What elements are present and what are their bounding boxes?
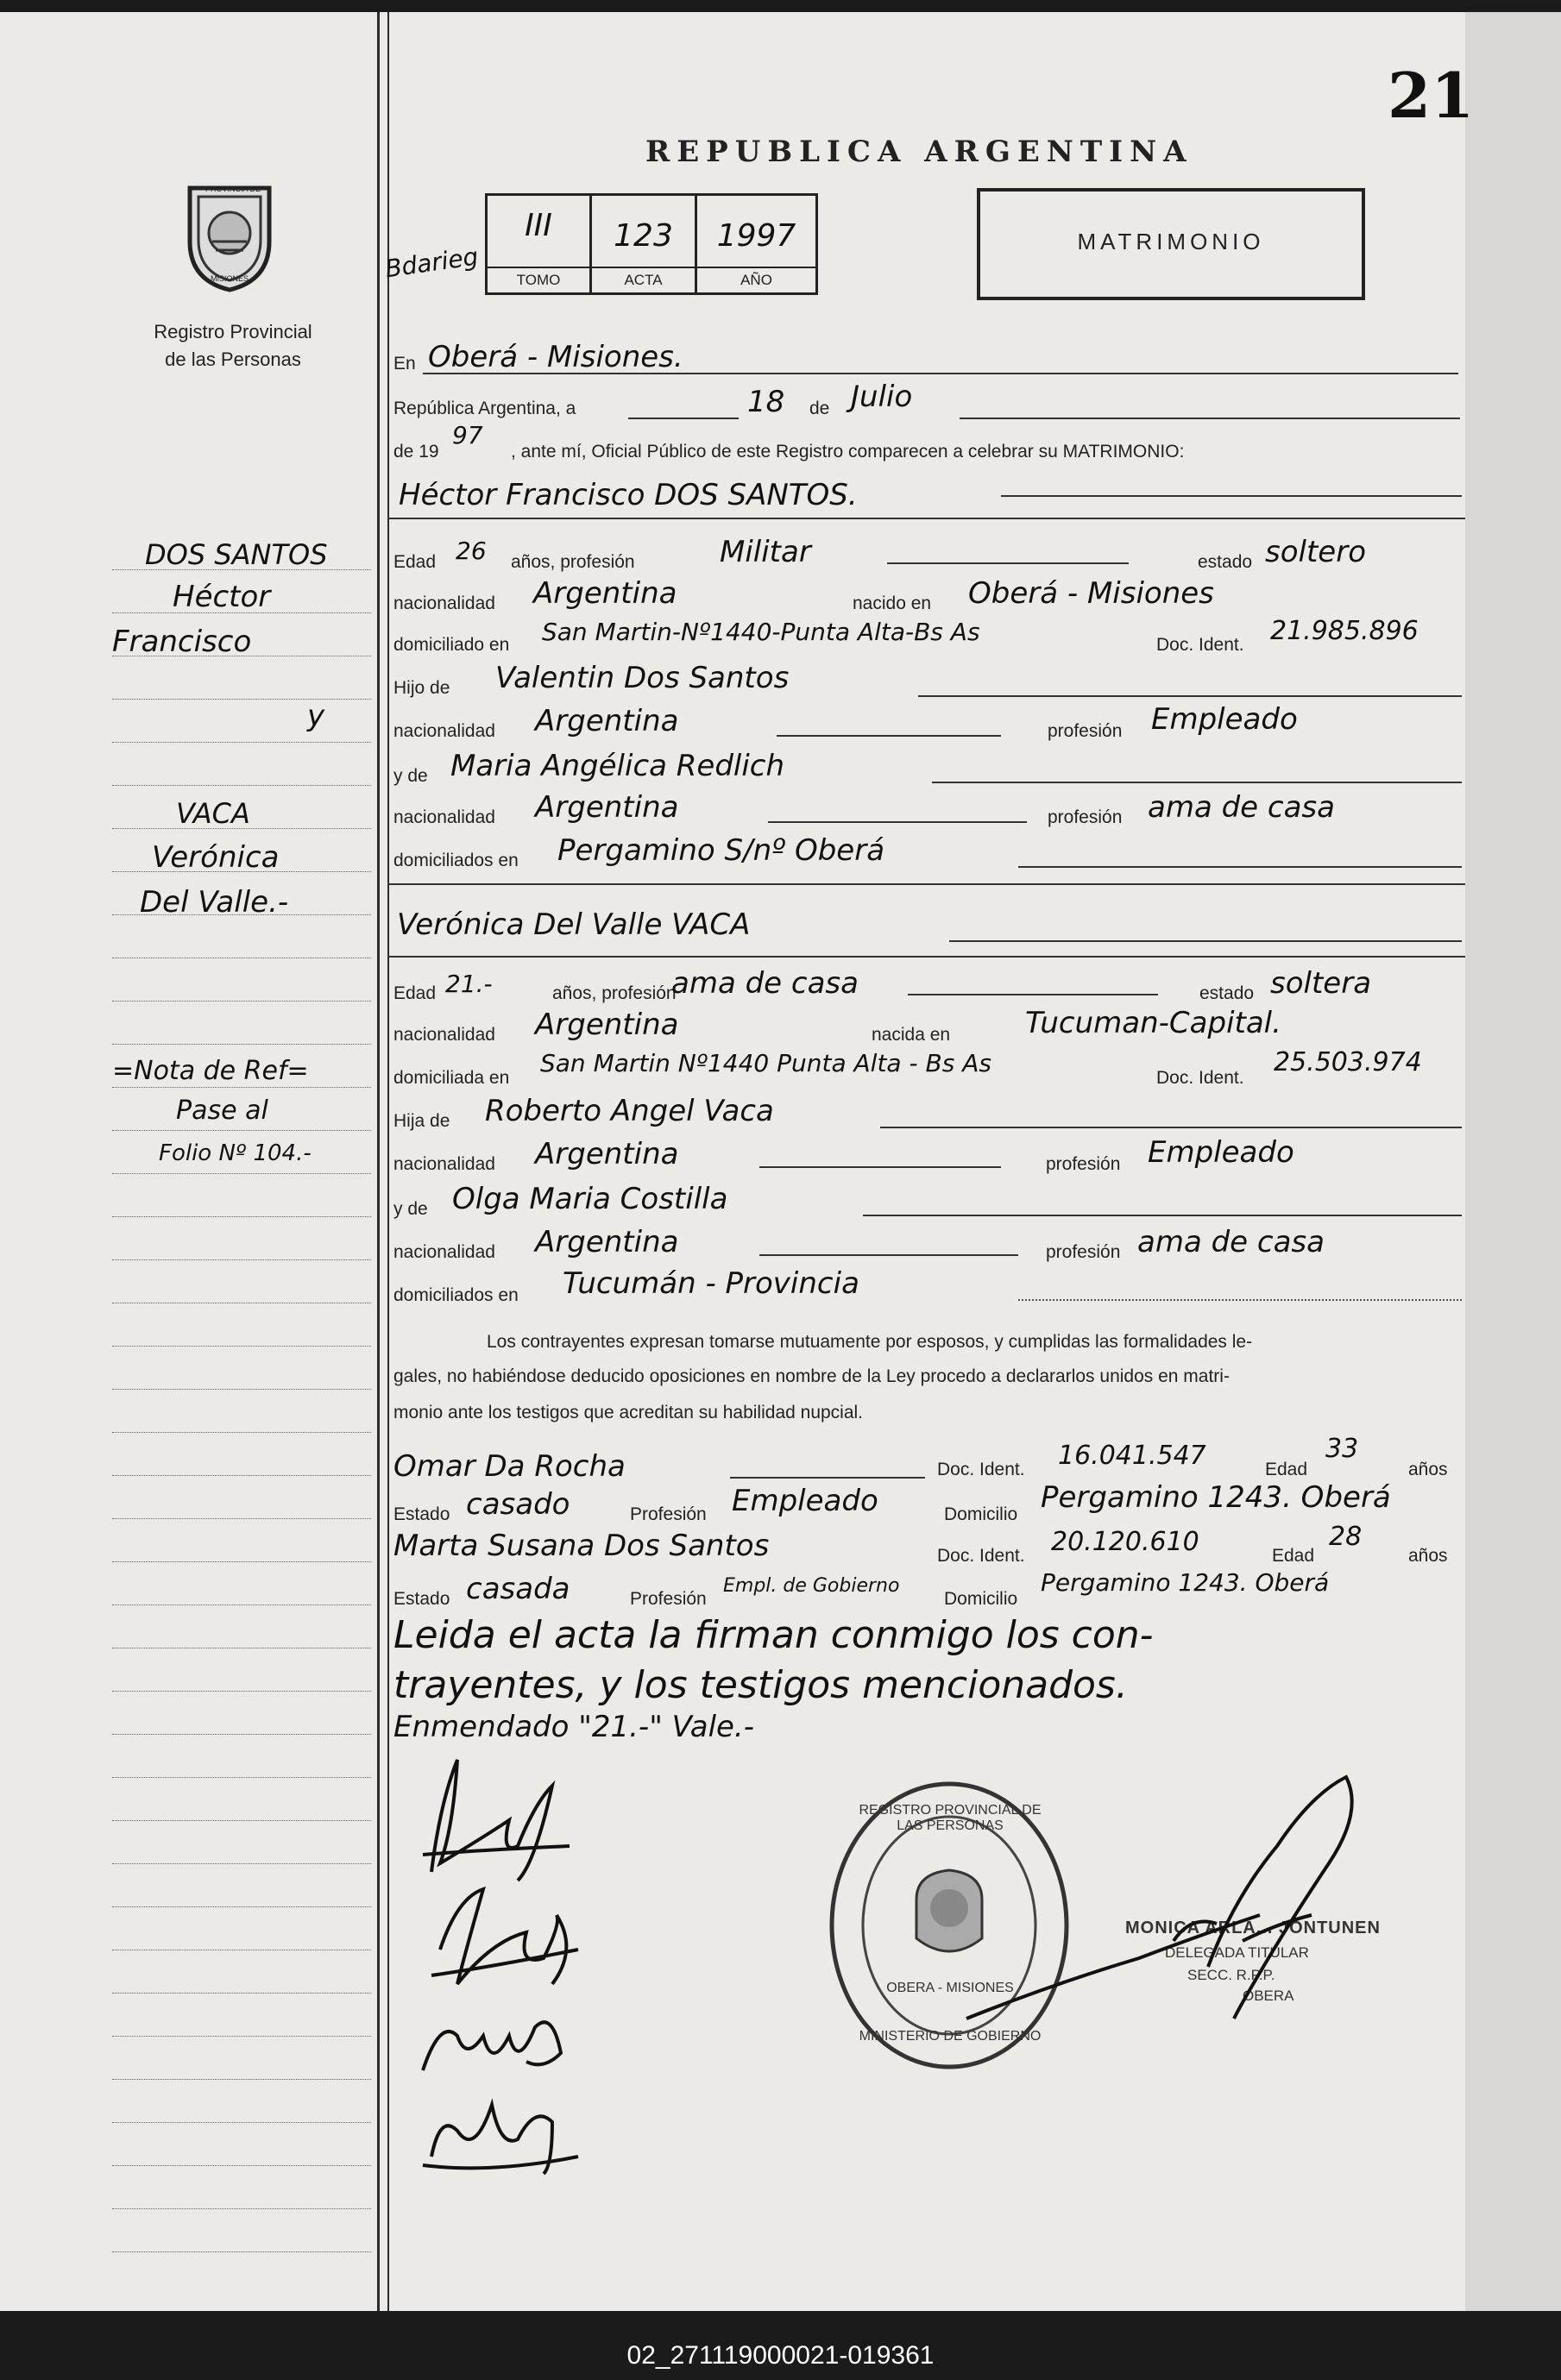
groom-nacido-label: nacido en xyxy=(853,593,932,613)
margin-rule xyxy=(112,2079,371,2080)
margin-ref-line1: =Nota de Ref= xyxy=(112,1056,309,1086)
rule xyxy=(759,1254,1018,1256)
bride-father-profession: Empleado xyxy=(1148,1135,1294,1170)
rule xyxy=(1018,866,1462,868)
witness2-profesion-label: Profesión xyxy=(630,1589,707,1609)
section-rule xyxy=(388,518,1465,519)
groom-age: 26 xyxy=(456,537,487,565)
officer-signature xyxy=(949,1743,1381,2053)
bride-edad-label: Edad xyxy=(393,983,437,1003)
bride-address: San Martin Nº1440 Punta Alta - Bs As xyxy=(540,1049,991,1077)
rule xyxy=(759,1166,1001,1168)
margin-rule xyxy=(112,1432,371,1433)
witness1-address: Pergamino 1243. Oberá xyxy=(1041,1480,1391,1515)
bride-y-de-label: y de xyxy=(393,1199,428,1219)
act-type-label: MATRIMONIO xyxy=(1077,229,1265,254)
ano-label: AÑO xyxy=(740,272,772,288)
rule xyxy=(880,1127,1462,1128)
signature-groom xyxy=(423,1760,570,1881)
de-label: de xyxy=(809,399,830,418)
margin-groom-surname: DOS SANTOS xyxy=(145,538,328,571)
final-note-line3: Enmendado "21.-" Vale.- xyxy=(393,1710,755,1744)
tomo-label: TOMO xyxy=(516,272,561,288)
rule xyxy=(960,418,1460,419)
rule xyxy=(863,1215,1462,1216)
margin-rule xyxy=(112,1993,371,1994)
bride-mother: Olga Maria Costilla xyxy=(452,1182,728,1216)
groom-mother-prof-label: profesión xyxy=(1048,807,1123,827)
groom-father-nationality: Argentina xyxy=(535,704,679,738)
handwritten-mark: Bdarieg xyxy=(383,242,481,284)
margin-ref-line2: Pase al xyxy=(176,1096,268,1126)
groom-doc: 21.985.896 xyxy=(1270,616,1419,646)
year-prefix: de 19 xyxy=(393,442,439,462)
witness2-estado: casada xyxy=(466,1572,570,1606)
registry-seal-top-text: PROVINCIA DE xyxy=(205,185,261,193)
margin-rule xyxy=(112,2251,371,2252)
final-note-line1: Leida el acta la firman conmigo los con- xyxy=(393,1613,1154,1657)
margin-rule xyxy=(112,1820,371,1821)
bride-age: 21.- xyxy=(445,970,493,998)
witness1-profession: Empleado xyxy=(732,1484,878,1518)
margin-rule xyxy=(112,1691,371,1692)
intro-day: 18 xyxy=(747,385,785,419)
acta-value: 123 xyxy=(614,218,673,254)
page-edge xyxy=(1465,12,1561,2311)
margin-groom-first: Héctor xyxy=(173,580,271,614)
margin-divider-inner xyxy=(387,12,389,2311)
margin-rule xyxy=(112,1777,371,1778)
rule xyxy=(768,821,1027,823)
margin-rule xyxy=(112,1001,371,1002)
ano-value: 1997 xyxy=(716,218,796,254)
witness2-doc-label: Doc. Ident. xyxy=(937,1546,1025,1566)
bride-parents-dom-label: domiciliados en xyxy=(393,1285,519,1305)
margin-rule xyxy=(112,1561,371,1562)
bride-father: Roberto Angel Vaca xyxy=(485,1094,774,1128)
bride-profesion-label: años, profesión xyxy=(552,983,677,1003)
officer-stamp-line1: MONICA ARLA... JONTUNEN xyxy=(1125,1918,1381,1937)
closing-line1: Los contrayentes expresan tomarse mutuamente por esposos, y cumplidas las formalidades le- xyxy=(487,1332,1253,1352)
bride-father-prof-label: profesión xyxy=(1046,1154,1121,1174)
declaration-text: , ante mí, Oficial Público de este Registro comparecen a celebrar su MATRIMONIO: xyxy=(511,442,1185,462)
margin-groom-second: Francisco xyxy=(112,625,252,659)
margin-rule xyxy=(112,2122,371,2123)
margin-rule xyxy=(112,1518,371,1519)
margin-rule xyxy=(112,871,371,872)
groom-domicilio-label: domiciliado en xyxy=(393,635,510,655)
officer-stamp-line4: OBERA xyxy=(1243,1988,1294,2004)
signature-bride xyxy=(431,1889,578,1984)
margin-rule xyxy=(112,612,371,613)
rule xyxy=(1018,1299,1462,1301)
margin-and: y xyxy=(307,699,325,733)
margin-rule xyxy=(112,914,371,915)
witness1-profesion-label: Profesión xyxy=(630,1504,707,1524)
bride-profession: ama de casa xyxy=(671,966,859,1001)
official-stamp-inner: OBERA - MISIONES xyxy=(886,1981,1014,1995)
witness1-doc: 16.041.547 xyxy=(1058,1441,1206,1471)
signature-witness1 xyxy=(423,2022,561,2070)
margin-rule xyxy=(112,2165,371,2166)
witness2-domicilio-label: Domicilio xyxy=(944,1589,1018,1609)
rule xyxy=(908,994,1158,995)
official-stamp-text: REGISTRO PROVINCIAL DE LAS PERSONAS xyxy=(859,1803,1042,1833)
reference-box xyxy=(485,193,818,295)
groom-parents-dom-label: domiciliados en xyxy=(393,851,519,870)
registry-name-line1: Registro Provincial xyxy=(154,321,312,342)
margin-rule xyxy=(112,1216,371,1217)
groom-mother: Maria Angélica Redlich xyxy=(450,749,785,783)
signature-witness2 xyxy=(423,2105,578,2174)
bride-nacionalidad-label: nacionalidad xyxy=(393,1025,495,1045)
rule xyxy=(423,373,1458,374)
margin-rule xyxy=(112,1604,371,1605)
bride-hija-label: Hija de xyxy=(393,1111,450,1131)
bride-nacida-label: nacida en xyxy=(872,1025,951,1045)
groom-nacionalidad-label: nacionalidad xyxy=(393,593,495,613)
witness1-domicilio-label: Domicilio xyxy=(944,1504,1018,1524)
bride-estado-label: estado xyxy=(1199,983,1255,1003)
official-stamp-bottom: MINISTERIO DE GOBIERNO xyxy=(859,2029,1042,2044)
groom-address: San Martin-Nº1440-Punta Alta-Bs As xyxy=(542,618,980,646)
bride-mother-nat-label: nacionalidad xyxy=(393,1242,495,1262)
en-label: En xyxy=(393,354,416,374)
margin-rule xyxy=(112,1906,371,1907)
groom-mother-nat-label: nacionalidad xyxy=(393,807,495,827)
bride-nationality: Argentina xyxy=(535,1008,679,1042)
rule xyxy=(1001,495,1462,497)
reference-box-caption-line xyxy=(488,267,815,268)
registry-name-line2: de las Personas xyxy=(165,349,301,370)
margin-rule xyxy=(112,1044,371,1045)
groom-estado: soltero xyxy=(1265,535,1366,569)
groom-father-nat-label: nacionalidad xyxy=(393,721,495,741)
rule xyxy=(949,940,1462,942)
witness2-doc: 20.120.610 xyxy=(1051,1527,1199,1557)
witness1-doc-label: Doc. Ident. xyxy=(937,1460,1025,1479)
rule xyxy=(887,562,1129,564)
margin-rule xyxy=(112,1130,371,1131)
bride-father-nat-label: nacionalidad xyxy=(393,1154,495,1174)
page-number: 21 xyxy=(1388,59,1475,132)
officer-stamp-line2: DELEGADA TITULAR xyxy=(1165,1944,1309,1961)
witness1-name: Omar Da Rocha xyxy=(393,1449,626,1484)
groom-estado-label: estado xyxy=(1198,552,1253,572)
closing-line3: monio ante los testigos que acreditan su habilidad nupcial. xyxy=(393,1403,864,1422)
groom-edad-label: Edad xyxy=(393,552,437,572)
groom-doc-label: Doc. Ident. xyxy=(1156,635,1244,655)
groom-full-name: Héctor Francisco DOS SANTOS. xyxy=(399,478,858,512)
rule xyxy=(932,782,1462,783)
rule xyxy=(918,695,1462,697)
section-rule xyxy=(388,883,1465,885)
groom-mother-nationality: Argentina xyxy=(535,790,679,825)
signatures xyxy=(406,1725,595,2208)
intro-place: Oberá - Misiones. xyxy=(428,340,683,374)
witness2-anos-label: años xyxy=(1408,1546,1448,1566)
republica-label: República Argentina, a xyxy=(393,399,576,418)
acta-label: ACTA xyxy=(624,272,663,288)
groom-profession: Militar xyxy=(720,535,811,569)
margin-rule xyxy=(112,569,371,570)
margin-rule xyxy=(112,1087,371,1088)
bride-domicilio-label: domiciliada en xyxy=(393,1068,510,1088)
section-rule xyxy=(388,956,1465,958)
witness2-profession: Empl. de Gobierno xyxy=(723,1575,900,1597)
bride-doc-label: Doc. Ident. xyxy=(1156,1068,1244,1088)
groom-profesion-label: años, profesión xyxy=(511,552,635,572)
witness2-estado-label: Estado xyxy=(393,1589,450,1609)
margin-divider xyxy=(377,12,380,2311)
bride-father-nationality: Argentina xyxy=(535,1137,679,1171)
groom-father-prof-label: profesión xyxy=(1048,721,1123,741)
officer-stamp-line3: SECC. R.P.P. xyxy=(1187,1967,1275,1983)
bride-mother-nationality: Argentina xyxy=(535,1225,679,1259)
groom-y-de-label: y de xyxy=(393,766,428,786)
margin-rule xyxy=(112,1863,371,1864)
witness2-age: 28 xyxy=(1329,1522,1363,1552)
witness1-estado: casado xyxy=(466,1487,570,1522)
margin-rule xyxy=(112,742,371,743)
final-note-line2: trayentes, y los testigos mencionados. xyxy=(393,1663,1128,1707)
margin-bride-first: Verónica xyxy=(152,840,280,875)
witness1-estado-label: Estado xyxy=(393,1504,450,1524)
groom-father: Valentin Dos Santos xyxy=(495,661,790,695)
groom-father-profession: Empleado xyxy=(1151,702,1298,737)
witness1-anos-label: años xyxy=(1408,1460,1448,1479)
intro-month: Julio xyxy=(851,380,913,414)
groom-parents-address: Pergamino S/nº Oberá xyxy=(557,833,885,868)
witness2-edad-label: Edad xyxy=(1272,1546,1315,1566)
margin-rule xyxy=(112,1475,371,1476)
witness2-address: Pergamino 1243. Oberá xyxy=(1041,1568,1330,1597)
witness2-name: Marta Susana Dos Santos xyxy=(393,1529,770,1563)
margin-rule xyxy=(112,2208,371,2209)
registry-seal-bottom-text: MISIONES xyxy=(211,274,249,283)
groom-nationality: Argentina xyxy=(533,576,677,611)
margin-rule xyxy=(112,1173,371,1174)
bride-mother-prof-label: profesión xyxy=(1046,1242,1121,1262)
act-type-box xyxy=(977,188,1365,300)
rule xyxy=(628,418,739,419)
tomo-value: III xyxy=(525,208,552,243)
groom-mother-profession: ama de casa xyxy=(1148,790,1335,825)
intro-year: 97 xyxy=(452,421,483,449)
groom-hijo-label: Hijo de xyxy=(393,678,450,698)
margin-rule xyxy=(112,1346,371,1347)
margin-rule xyxy=(112,1259,371,1260)
margin-rule xyxy=(112,828,371,829)
margin-ref-line3: Folio Nº 104.- xyxy=(159,1140,312,1166)
bride-doc: 25.503.974 xyxy=(1274,1047,1422,1077)
margin-rule xyxy=(112,1734,371,1735)
bride-estado: soltera xyxy=(1270,966,1372,1001)
margin-rule xyxy=(112,2036,371,2037)
closing-line2: gales, no habiéndose deducido oposiciones en nombre de la Ley procedo a declararlos unidos en matri- xyxy=(393,1366,1230,1386)
bride-birthplace: Tucuman-Capital. xyxy=(1025,1006,1281,1040)
witness1-edad-label: Edad xyxy=(1265,1460,1308,1479)
groom-birthplace: Oberá - Misiones xyxy=(968,576,1214,611)
margin-rule xyxy=(112,1389,371,1390)
bride-full-name: Verónica Del Valle VACA xyxy=(397,907,751,942)
margin-rule xyxy=(112,785,371,786)
footer-code: 02_271119000021-019361 xyxy=(626,2341,935,2370)
rule xyxy=(730,1477,925,1479)
margin-rule xyxy=(112,699,371,700)
bride-parents-address: Tucumán - Provincia xyxy=(563,1266,859,1301)
margin-bride-surname: VACA xyxy=(176,797,250,830)
country-heading: REPUBLICA ARGENTINA xyxy=(645,135,1193,169)
bride-mother-profession: ama de casa xyxy=(1137,1225,1325,1259)
witness1-age: 33 xyxy=(1325,1434,1359,1464)
rule xyxy=(777,735,1001,737)
margin-bride-second: Del Valle.- xyxy=(140,885,289,920)
